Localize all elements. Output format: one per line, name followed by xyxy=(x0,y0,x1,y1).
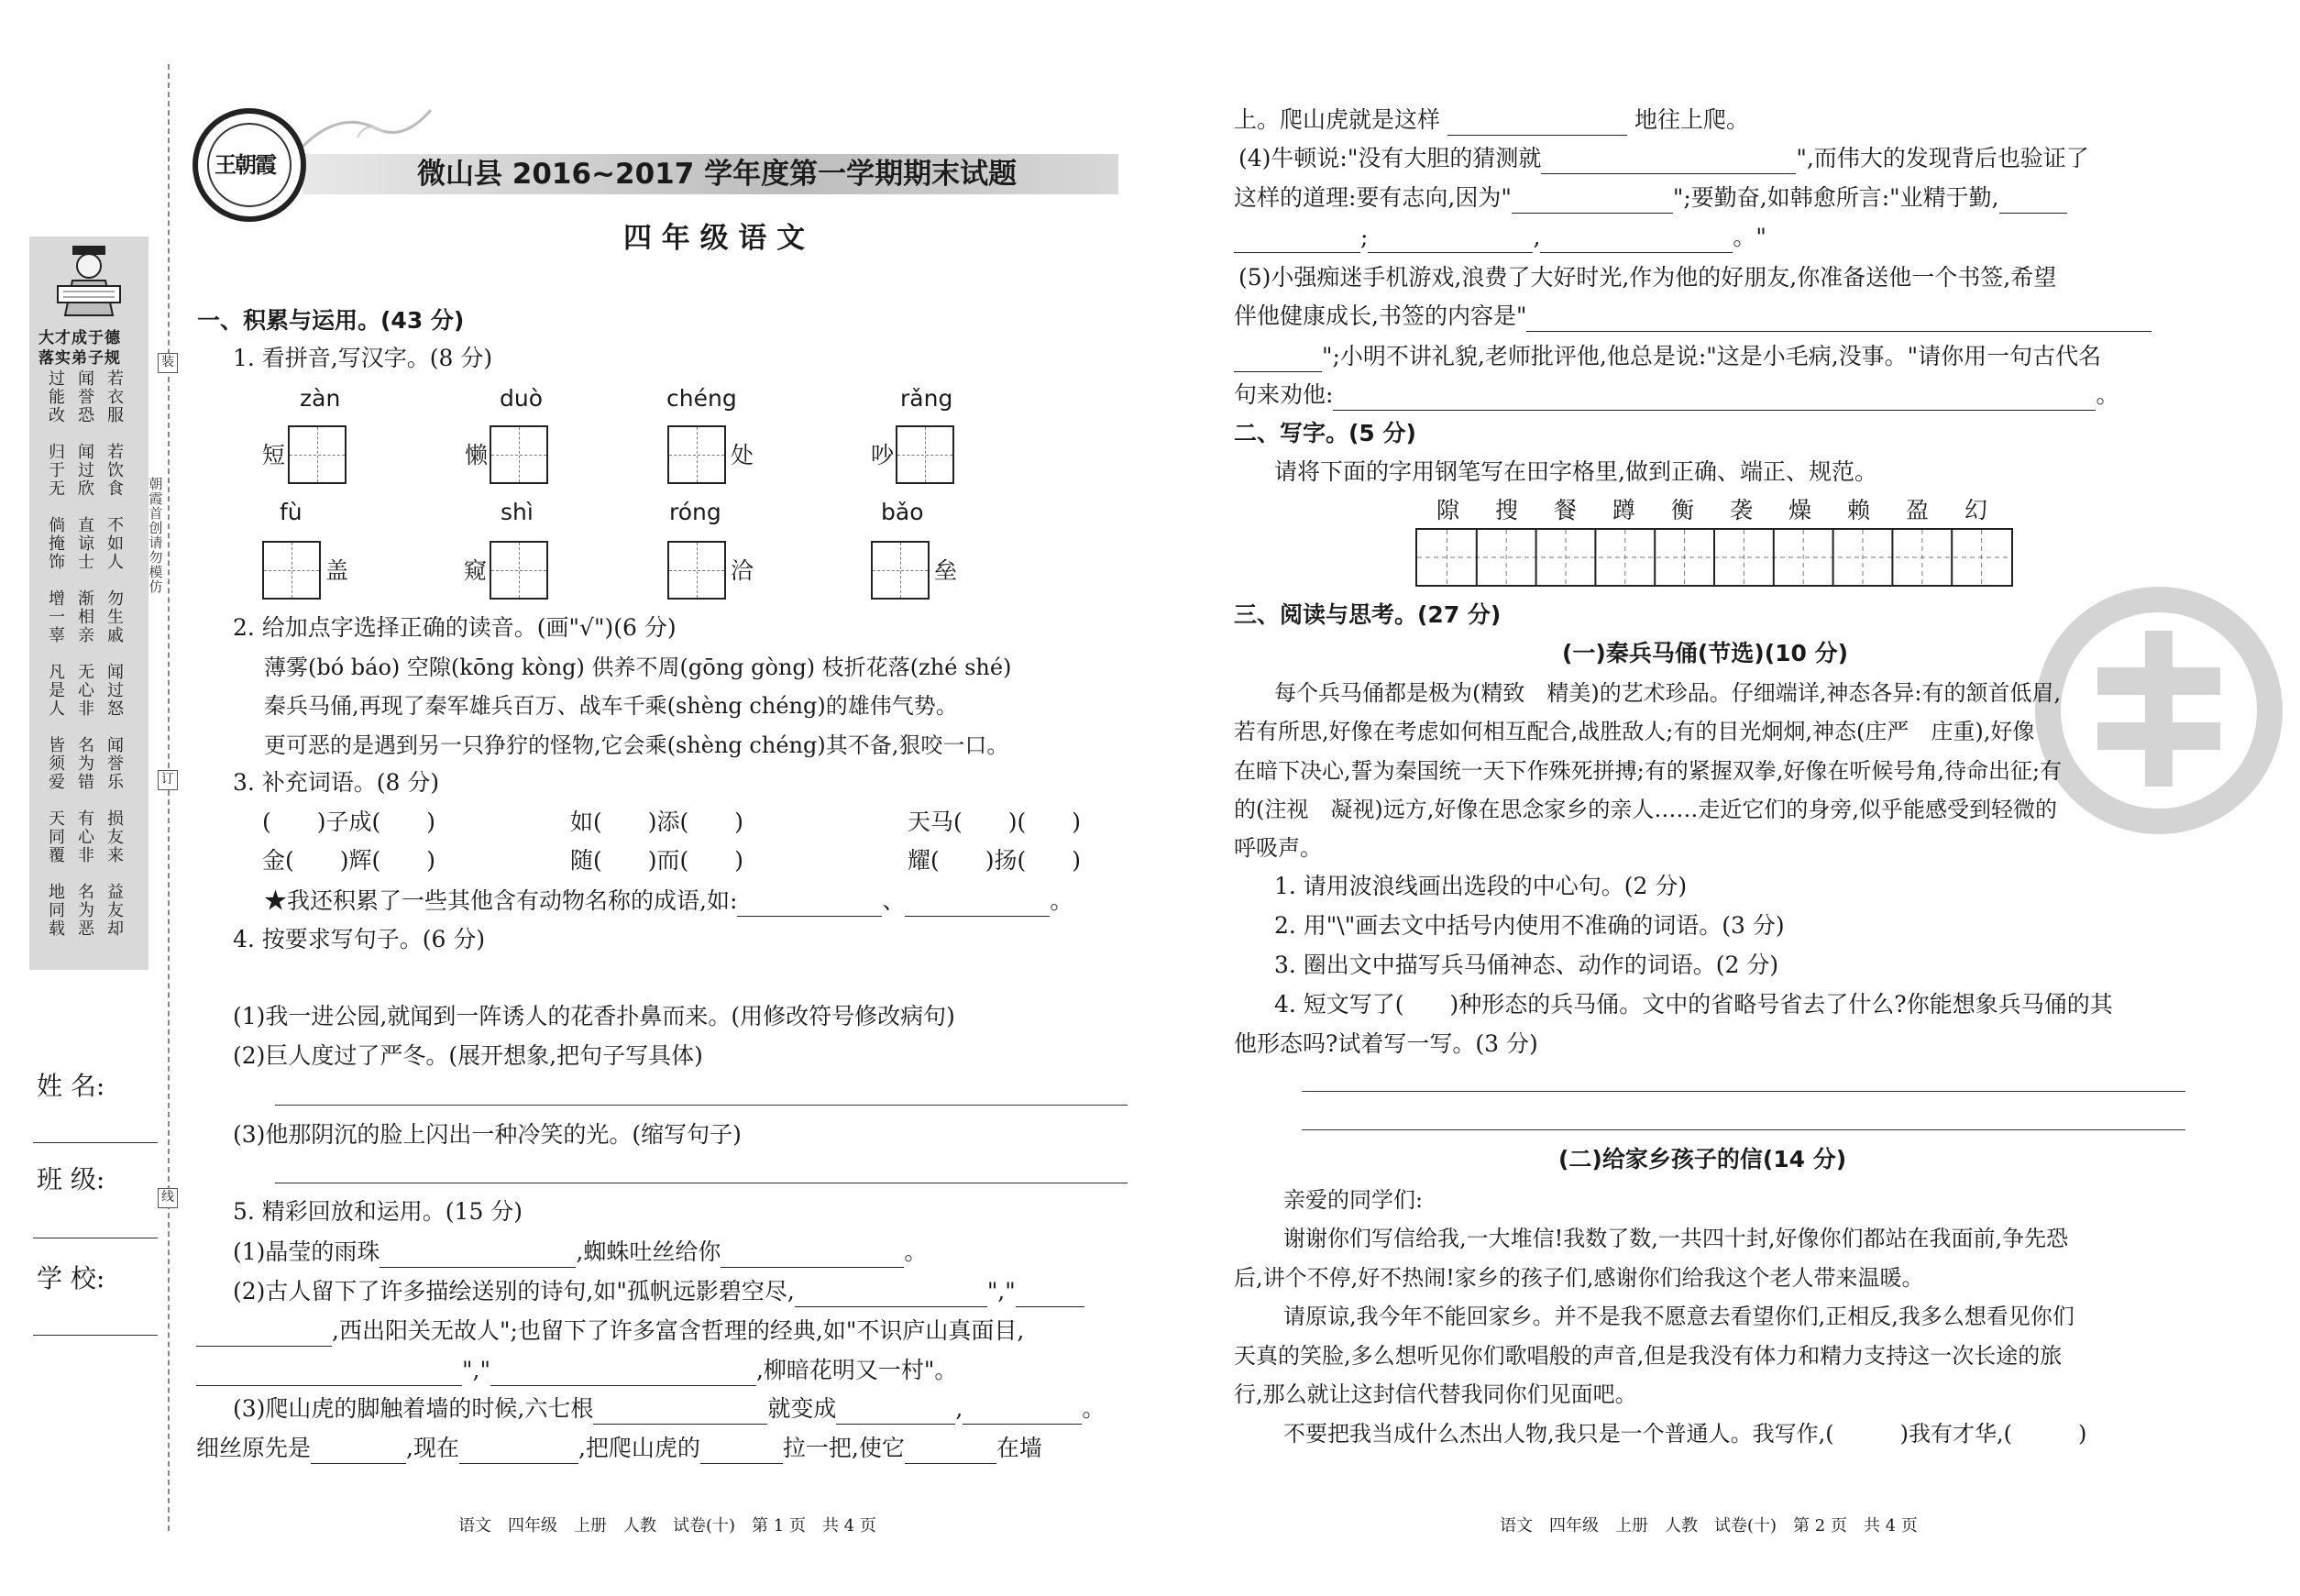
answer-blank[interactable] xyxy=(1541,150,1796,174)
motto-col: 名为错 xyxy=(78,736,94,792)
ribbon-decoration xyxy=(303,101,440,156)
answer-line[interactable] xyxy=(275,1105,1128,1106)
pinyin: bǎo xyxy=(881,499,924,525)
section-3-heading: 三、阅读与思考。(27 分) xyxy=(1234,601,1502,628)
q2-line-1: 薄雾(bó báo) 空隙(kōng kòng) 供养不周(gōng gòng) 枝折花落(zhé shé) xyxy=(264,655,1012,680)
q3-prompt: 3. 补充词语。(8 分) xyxy=(233,769,440,796)
answer-line[interactable] xyxy=(1302,1129,2185,1130)
passage-1-q1: 1. 请用波浪线画出选段的中心句。(2 分) xyxy=(1274,873,1688,899)
answer-blank[interactable] xyxy=(1333,387,2096,411)
answer-blank[interactable] xyxy=(1512,190,1673,214)
passage-1-line: 若有所思,好像在考虑如何相互配合,战胜敌人;有的目光炯炯,神态(庄严 庄重),好像 xyxy=(1234,719,2035,744)
passage-1-line: 呼吸声。 xyxy=(1234,835,1322,861)
idiom-blank[interactable]: 耀( )扬( ) xyxy=(908,847,1082,874)
given-char: 吵 xyxy=(871,442,895,468)
binding-mark-ding: 订 xyxy=(158,770,178,790)
answer-blank[interactable] xyxy=(836,1401,955,1425)
pinyin: rǎng xyxy=(900,385,953,412)
write-char: 幻 xyxy=(1964,497,1988,523)
passage-2-line: 行,那么就让这封信代替我同你们见面吧。 xyxy=(1234,1381,1637,1407)
write-char: 袭 xyxy=(1730,497,1754,523)
motto-col: 损友来 xyxy=(107,809,124,865)
motto-col: 有心非 xyxy=(78,809,94,865)
passage-2-line: 后,讲个不停,好不热闹!家乡的孩子们,感谢你们给我这个老人带来温暖。 xyxy=(1234,1265,1924,1291)
pinyin: róng xyxy=(669,499,721,525)
idiom-blank[interactable]: ( )子成( ) xyxy=(262,809,436,835)
page-footer-right: 语文 四年级 上册 人教 试卷(十) 第 2 页 共 4 页 xyxy=(1500,1516,1918,1535)
write-char: 搜 xyxy=(1495,497,1519,523)
logo-text: 王朝霞 xyxy=(215,151,275,178)
given-char: 懒 xyxy=(465,442,489,468)
section-2-heading: 二、写字。(5 分) xyxy=(1234,420,1416,446)
motto-col: 地同载 xyxy=(49,883,65,939)
q3-star-line: ★我还积累了一些其他含有动物名称的成语,如: 、 。 xyxy=(264,886,1073,917)
answer-blank[interactable] xyxy=(795,1283,987,1307)
passage-2-line: 谢谢你们写信给我,一大堆信!我数了数,一共四十封,好像你们都站在我面前,争先恐 xyxy=(1283,1226,2069,1251)
q5-item-2-cont: ,西出阳关无故人";也留下了许多富含哲理的经典,如"不识庐山真面目, xyxy=(196,1315,1024,1347)
answer-blank[interactable] xyxy=(1526,308,2151,332)
q5-item-1: (1)晶莹的雨珠 ,蜘蛛吐丝给你 。 xyxy=(233,1237,927,1268)
motto-col: 凡是人 xyxy=(49,663,65,719)
motto-col: 若衣服 xyxy=(107,369,124,425)
section-1-heading: 一、积累与运用。(43 分) xyxy=(197,307,465,334)
given-char: 窥 xyxy=(464,557,488,584)
answer-blank[interactable] xyxy=(1999,190,2067,214)
right-line-6: 伴他健康成长,书签的内容是" xyxy=(1234,301,2151,332)
right-line-3: 这样的道理:要有志向,因为" ";要勤奋,如韩愈所言:"业精于勤, xyxy=(1234,182,2067,214)
motto-line-1: 大才成于德 xyxy=(39,329,121,347)
q5-prompt: 5. 精彩回放和运用。(15 分) xyxy=(233,1198,523,1225)
vertical-notice: 朝霞首创 请勿模仿 xyxy=(149,476,177,595)
given-char: 盖 xyxy=(325,557,349,584)
writing-box[interactable] xyxy=(667,425,726,484)
right-line-8: 句来劝他: 。 xyxy=(1234,380,2118,411)
passage-1-line: 在暗下决心,誓为秦国统一天下作殊死拼搏;有的紧握双拳,好像在听候号角,待命出征;有 xyxy=(1234,758,2063,784)
passage-1-q4: 4. 短文写了( )种形态的兵马俑。文中的省略号省去了什么?你能想象兵马俑的其 xyxy=(1274,991,2113,1018)
q2-line-2: 秦兵马俑,再现了秦军雄兵百万、战车千乘(shèng chéng)的雄伟气势。 xyxy=(264,693,958,719)
motto-col: 闻誉恐 xyxy=(78,369,94,425)
passage-1-q3: 3. 圈出文中描写兵马俑神态、动作的词语。(2 分) xyxy=(1274,952,1779,978)
motto-col: 益友却 xyxy=(107,883,124,939)
answer-blank[interactable] xyxy=(905,893,1050,917)
idiom-blank[interactable]: 随( )而( ) xyxy=(570,847,744,874)
writing-box[interactable] xyxy=(667,541,726,600)
passage-1-line: 的(注视 凝视)远方,好像在思念家乡的亲人……走近它们的身旁,似乎能感受到轻微的 xyxy=(1234,797,2057,822)
answer-blank[interactable] xyxy=(1234,229,1360,253)
right-line-7: ";小明不讲礼貌,老师批评他,他总是说:"这是小毛病,没事。"请你用一句古代名 xyxy=(1234,341,2101,372)
motto-col: 天同覆 xyxy=(49,809,65,865)
write-char: 餐 xyxy=(1554,497,1578,523)
write-char: 燥 xyxy=(1788,497,1812,523)
brand-logo xyxy=(193,108,306,222)
right-line-4: ; , 。" xyxy=(1234,222,1766,253)
passage-1-line: 每个兵马俑都是极为(精致 精美)的艺术珍品。仔细端详,神态各异:有的颔首低眉, xyxy=(1274,680,2062,706)
motto-panel xyxy=(29,237,149,970)
passage-1-q2: 2. 用"\"画去文中括号内使用不准确的词语。(3 分) xyxy=(1274,912,1785,939)
motto-col: 勿生戚 xyxy=(107,589,124,645)
page-footer-left: 语文 四年级 上册 人教 试卷(十) 第 1 页 共 4 页 xyxy=(458,1516,876,1535)
motto-col: 增一辜 xyxy=(49,589,65,645)
pinyin: duò xyxy=(500,385,544,412)
class-label: 班 级: xyxy=(37,1164,105,1194)
answer-blank[interactable] xyxy=(380,1244,576,1268)
pinyin: fù xyxy=(280,499,303,525)
passage-2-line: 不要把我当成什么杰出人物,我只是一个普通人。我写作,( )我有才华,( ) xyxy=(1283,1421,2087,1447)
answer-blank[interactable] xyxy=(593,1401,767,1425)
q5-item-3: (3)爬山虎的脚触着墙的时候,六七根 就变成 , 。 xyxy=(233,1393,1105,1425)
q4-item-2: (2)巨人度过了严冬。(展开想象,把句子写具体) xyxy=(233,1042,703,1069)
right-line-5: (5)小强痴迷手机游戏,浪费了大好时光,作为他的好朋友,你准备送他一个书签,希望 xyxy=(1238,264,2057,291)
writing-box[interactable] xyxy=(288,425,347,484)
q2-prompt: 2. 给加点字选择正确的读音。(画"√")(6 分) xyxy=(233,614,677,641)
motto-col: 无心非 xyxy=(78,663,94,719)
writing-box[interactable] xyxy=(490,425,548,484)
writing-box[interactable] xyxy=(490,541,548,600)
given-char: 洽 xyxy=(731,557,754,584)
answer-blank[interactable] xyxy=(196,1323,332,1347)
q5-item-3-cont: 细丝原先是 ,现在 ,把爬山虎的 拉一把,使它 在墙 xyxy=(196,1433,1042,1464)
passage-2-title: (二)给家乡孩子的信(14 分) xyxy=(1558,1146,1847,1172)
binding-mark-zhuang: 装 xyxy=(158,353,178,373)
q1-prompt: 1. 看拼音,写汉字。(8 分) xyxy=(233,345,493,371)
pinyin: chéng xyxy=(666,385,737,412)
scholar-illustration xyxy=(52,244,126,317)
exam-title: 微山县 2016~2017 学年度第一学期期末试题 xyxy=(417,158,1018,191)
answer-blank[interactable] xyxy=(700,1440,783,1464)
motto-col: 渐相亲 xyxy=(78,589,94,645)
write-char: 蹲 xyxy=(1612,497,1636,523)
motto-col: 不如人 xyxy=(107,516,124,572)
answer-blank[interactable] xyxy=(459,1440,578,1464)
answer-line[interactable] xyxy=(1302,1091,2185,1092)
pinyin: zàn xyxy=(300,385,341,412)
motto-col: 倘掩饰 xyxy=(49,516,65,572)
idiom-blank[interactable]: 天马( )( ) xyxy=(908,809,1082,835)
motto-col: 若饮食 xyxy=(107,443,124,499)
q5-item-2-cont2: "," ,柳暗花明又一村"。 xyxy=(196,1355,957,1386)
passage-1-q4-cont: 他形态吗?试着写一写。(3 分) xyxy=(1234,1030,1538,1057)
idiom-blank[interactable]: 如( )添( ) xyxy=(570,809,744,835)
right-line-1: 上。爬山虎就是这样 地往上爬。 xyxy=(1234,105,1749,136)
answer-blank[interactable] xyxy=(490,1362,756,1386)
school-field[interactable] xyxy=(33,1335,158,1336)
name-label: 姓 名: xyxy=(37,1071,105,1101)
motto-line-2: 落实弟子规 xyxy=(39,349,121,368)
idiom-blank[interactable]: 金( )辉( ) xyxy=(262,847,436,874)
answer-blank[interactable] xyxy=(905,1440,996,1464)
name-field[interactable] xyxy=(33,1142,158,1143)
given-char: 处 xyxy=(731,442,754,468)
writing-box[interactable] xyxy=(871,541,930,600)
answer-blank[interactable] xyxy=(721,1244,904,1268)
answer-blank[interactable] xyxy=(963,1401,1082,1425)
q5-item-2: (2)古人留下了许多描绘送别的诗句,如"孤帆远影碧空尽, "," xyxy=(233,1276,1084,1307)
passage-2-line: 亲爱的同学们: xyxy=(1283,1187,1424,1213)
answer-blank[interactable] xyxy=(1447,112,1627,136)
passage-2-line: 天真的笑脸,多么想听见你们歌唱般的声音,但是我没有体力和精力支持这一次长途的旅 xyxy=(1234,1343,2063,1369)
answer-blank[interactable] xyxy=(311,1440,406,1464)
answer-blank[interactable] xyxy=(1368,229,1533,253)
write-char: 赖 xyxy=(1847,497,1871,523)
right-line-2: (4)牛顿说:"没有大胆的猜测就 ",而伟大的发现背后也验证了 xyxy=(1238,143,2089,174)
writing-grid[interactable] xyxy=(1415,528,2013,587)
given-char: 短 xyxy=(262,442,286,468)
subject-title: 四 年 级 语 文 xyxy=(623,222,806,255)
write-char: 隙 xyxy=(1436,497,1460,523)
school-label: 学 校: xyxy=(37,1263,105,1293)
answer-blank[interactable] xyxy=(196,1362,462,1386)
writing-box[interactable] xyxy=(896,425,954,484)
q4-prompt: 4. 按要求写句子。(6 分) xyxy=(233,926,486,952)
passage-1-title: (一)秦兵马俑(节选)(10 分) xyxy=(1562,640,1849,666)
motto-col: 直谅士 xyxy=(78,516,94,572)
q4-item-3: (3)他那阴沉的脸上闪出一种冷笑的光。(缩写句子) xyxy=(233,1121,742,1148)
motto-col: 归于无 xyxy=(49,443,65,499)
pinyin: shì xyxy=(501,499,534,525)
answer-blank[interactable] xyxy=(1016,1283,1084,1307)
write-char: 衡 xyxy=(1671,497,1695,523)
writing-box[interactable] xyxy=(262,541,321,600)
given-char: 垒 xyxy=(934,557,958,584)
write-char: 盈 xyxy=(1906,497,1930,523)
q2-line-3: 更可恶的是遇到另一只狰狞的怪物,它会乘(shèng chéng)其不备,狠咬一口。 xyxy=(264,732,1009,758)
answer-blank[interactable] xyxy=(737,893,882,917)
q4-item-1: (1)我一进公园,就闻到一阵诱人的花香扑鼻而来。(用修改符号修改病句) xyxy=(233,1003,955,1029)
motto-col: 闻过怒 xyxy=(107,663,124,719)
binding-mark-xian: 线 xyxy=(158,1188,178,1208)
watermark-seal xyxy=(2035,587,2283,834)
section-2-instruction: 请将下面的字用钢笔写在田字格里,做到正确、端正、规范。 xyxy=(1274,458,1877,485)
passage-2-line: 请原谅,我今年不能回家乡。并不是我不愿意去看望你们,正相反,我多么想看见你们 xyxy=(1283,1304,2074,1329)
answer-blank[interactable] xyxy=(1234,348,1322,372)
motto-col: 闻过欣 xyxy=(78,443,94,499)
binding-dash-line xyxy=(168,64,170,1531)
motto-col: 闻誉乐 xyxy=(107,736,124,792)
motto-col: 名为恶 xyxy=(78,883,94,939)
motto-col: 过能改 xyxy=(49,369,65,425)
motto-col: 皆须爱 xyxy=(49,736,65,792)
answer-blank[interactable] xyxy=(1540,229,1733,253)
